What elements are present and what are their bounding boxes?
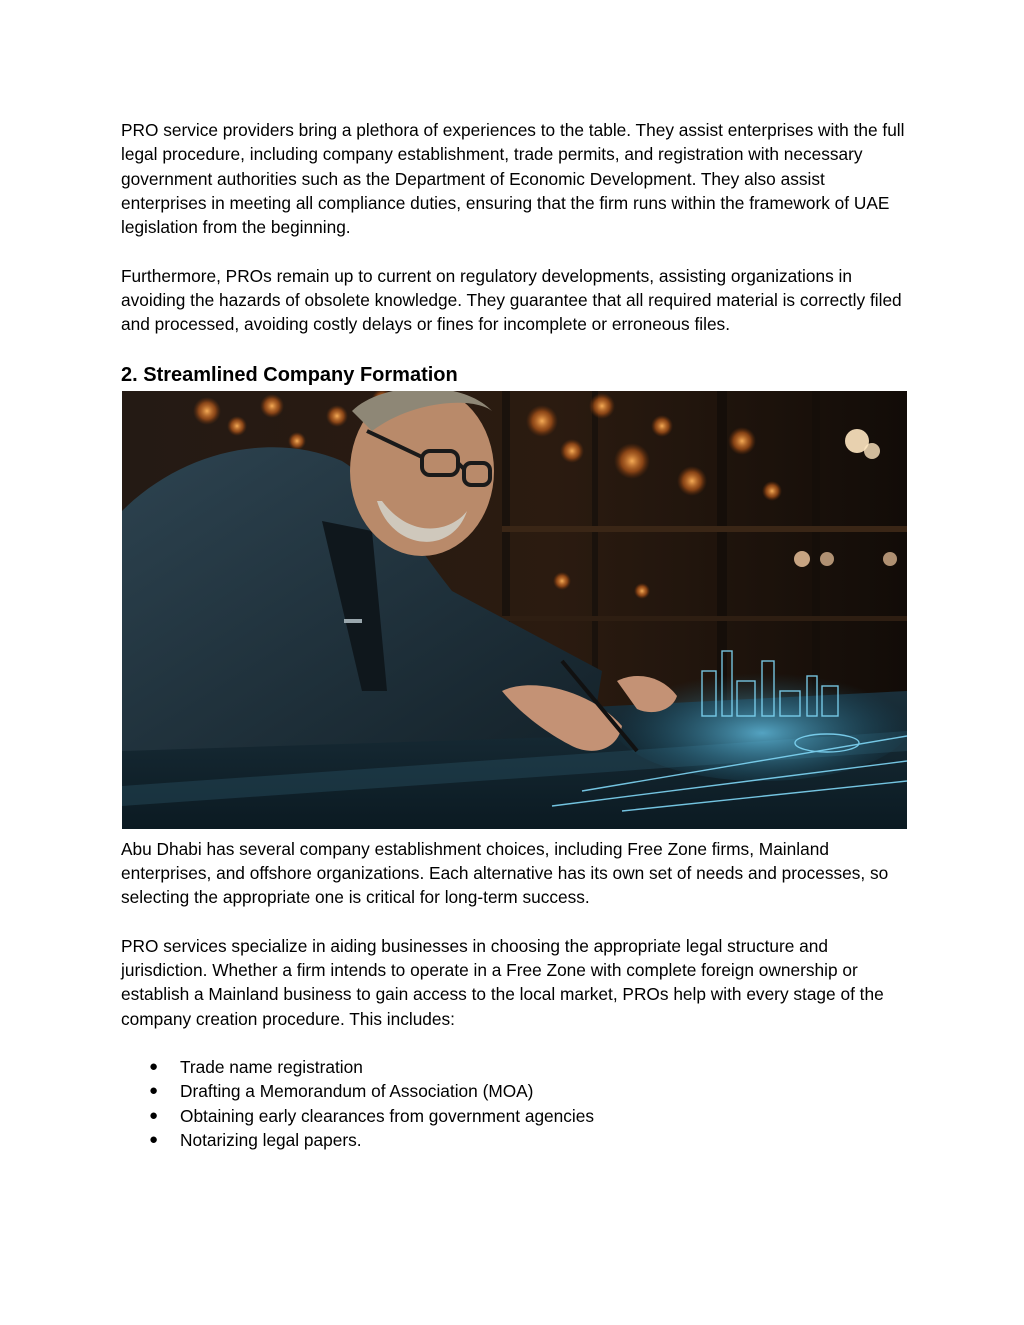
list-item (121, 1104, 911, 1128)
businessman-hologram-image (122, 391, 907, 829)
list-item-text: Notarizing legal papers. (180, 1129, 362, 1150)
intro-paragraph-1: PRO service providers bring a plethora of experiences to the table. They assist enterprises with the full legal procedure, including company establishment, trade permits, and registration with necessary government authorities such as the Department of Economic Development. They also assist enterprises in meeting all compliance duties, ensuring that the firm runs within the framework of UAE legislation from the beginning. (121, 120, 905, 238)
body-paragraph-2: PRO services specialize in aiding businesses in choosing the appropriate legal structure and jurisdiction. Whether a firm intends to operate in a Free Zone with complete foreign ownership or establish a Mainland business to gain access to the local market, PROs help with every stage of the company creation procedure. This includes: (121, 935, 884, 1029)
list-item (121, 1055, 911, 1079)
bullet-icon: ● (149, 1082, 159, 1100)
bullet-icon: ● (149, 1130, 159, 1148)
body-paragraph-1: Abu Dhabi has several company establishment choices, including Free Zone firms, Mainland enterprises, and offshore organizations. Each alternative has its own set of needs and processes, so selecting the appropriate one is critical for long-term success. (121, 838, 889, 908)
document-page (121, 118, 911, 1152)
list-item-text: Trade name registration (180, 1057, 363, 1078)
bullet-icon: ● (149, 1106, 159, 1124)
list-item (121, 1128, 911, 1152)
list-item-text: Drafting a Memorandum of Association (MOA) (180, 1081, 534, 1102)
section-heading: 2. Streamlined Company Formation (121, 363, 458, 386)
list-item-text: Obtaining early clearances from government agencies (180, 1105, 595, 1126)
services-bullet-list (121, 1055, 911, 1152)
bullet-icon: ● (149, 1058, 159, 1076)
intro-paragraph-2: Furthermore, PROs remain up to current on regulatory developments, assisting organizations in avoiding the hazards of obsolete knowledge. They guarantee that all required material is correctly filed and processed, avoiding costly delays or fines for incomplete or erroneous files. (121, 265, 902, 335)
list-item (121, 1079, 911, 1103)
